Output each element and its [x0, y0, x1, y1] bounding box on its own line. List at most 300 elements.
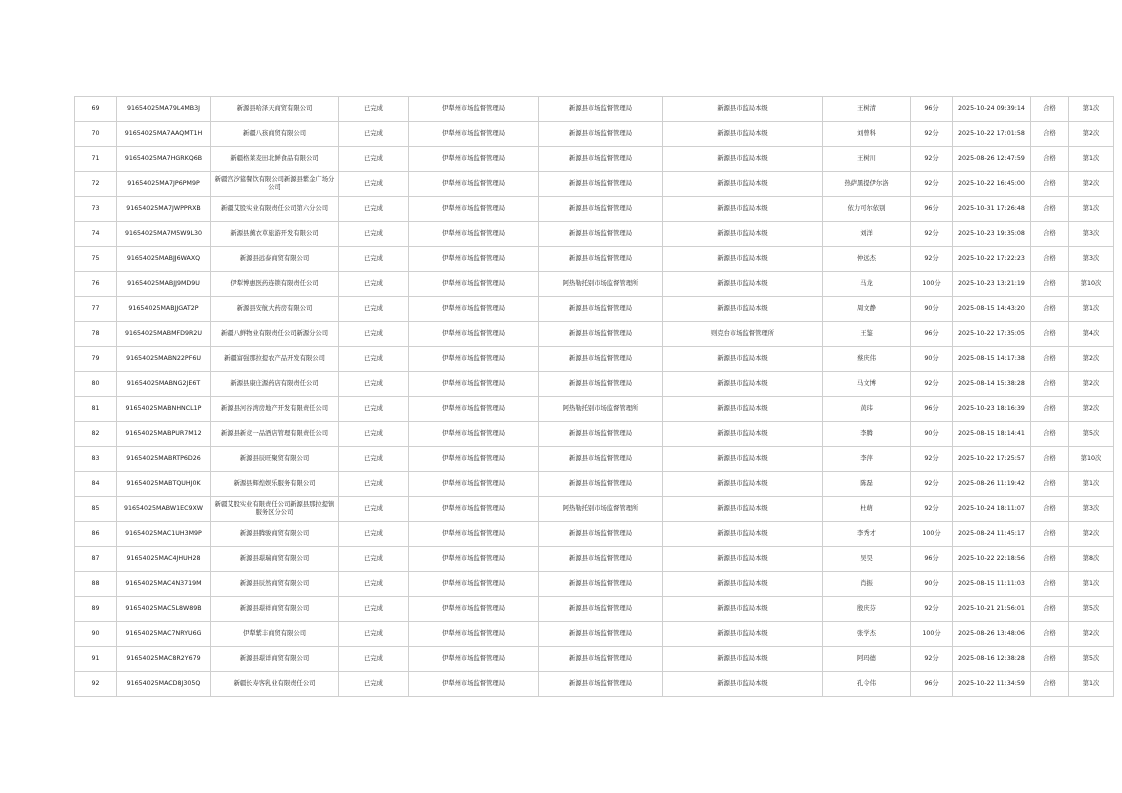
result-cell: 合格 — [1031, 97, 1069, 122]
credit-code-cell: 91654025MABJJ6WAXQ — [117, 247, 211, 272]
score-cell: 90分 — [911, 347, 953, 372]
score-cell: 92分 — [911, 372, 953, 397]
score-cell: 90分 — [911, 572, 953, 597]
inspector-cell: 王树川 — [823, 147, 911, 172]
datetime-cell: 2025-10-23 18:16:39 — [953, 397, 1031, 422]
county-authority-cell: 新源县市场监督管理局 — [539, 647, 663, 672]
score-cell: 96分 — [911, 397, 953, 422]
company-name-cell: 新疆格莱麦田北鲜食品有限公司 — [211, 147, 339, 172]
table-row — [75, 672, 1114, 697]
table-body — [75, 97, 1114, 697]
inspector-cell: 张学杰 — [823, 622, 911, 647]
result-cell: 合格 — [1031, 197, 1069, 222]
company-name-cell: 伊犁博惠医药连锁有限责任公司 — [211, 272, 339, 297]
credit-code-cell: 91654025MAC8R2Y679 — [117, 647, 211, 672]
unit-cell: 新源县市监局本级 — [663, 622, 823, 647]
province-authority-cell: 伊犁州市场监督管理局 — [409, 297, 539, 322]
result-cell: 合格 — [1031, 522, 1069, 547]
result-cell: 合格 — [1031, 247, 1069, 272]
county-authority-cell: 新源县市场监督管理局 — [539, 247, 663, 272]
row-number-cell: 80 — [75, 372, 117, 397]
table-row — [75, 197, 1114, 222]
status-cell: 已完成 — [339, 122, 409, 147]
row-number-cell: 89 — [75, 597, 117, 622]
datetime-cell: 2025-10-23 19:35:08 — [953, 222, 1031, 247]
unit-cell: 新源县市监局本级 — [663, 122, 823, 147]
province-authority-cell: 伊犁州市场监督管理局 — [409, 447, 539, 472]
attempt-cell: 第1次 — [1069, 672, 1114, 697]
attempt-cell: 第2次 — [1069, 397, 1114, 422]
unit-cell: 新源县市监局本级 — [663, 247, 823, 272]
score-cell: 90分 — [911, 422, 953, 447]
unit-cell: 新源县市监局本级 — [663, 372, 823, 397]
row-number-cell: 75 — [75, 247, 117, 272]
credit-code-cell: 91654025MAC4JHUH28 — [117, 547, 211, 572]
inspector-cell: 黄玮 — [823, 397, 911, 422]
province-authority-cell: 伊犁州市场监督管理局 — [409, 422, 539, 447]
inspector-cell: 仲远杰 — [823, 247, 911, 272]
attempt-cell: 第3次 — [1069, 497, 1114, 522]
unit-cell: 新源县市监局本级 — [663, 147, 823, 172]
credit-code-cell: 91654025MA7JWPPRXB — [117, 197, 211, 222]
province-authority-cell: 伊犁州市场监督管理局 — [409, 372, 539, 397]
row-number-cell: 85 — [75, 497, 117, 522]
inspector-cell: 马文博 — [823, 372, 911, 397]
row-number-cell: 82 — [75, 422, 117, 447]
datetime-cell: 2025-10-22 16:45:00 — [953, 172, 1031, 197]
unit-cell: 新源县市监局本级 — [663, 97, 823, 122]
company-name-cell: 新源县康庄源药店有限责任公司 — [211, 372, 339, 397]
result-cell: 合格 — [1031, 397, 1069, 422]
table-row — [75, 172, 1114, 197]
result-cell: 合格 — [1031, 222, 1069, 247]
unit-cell: 新源县市监局本级 — [663, 572, 823, 597]
row-number-cell: 71 — [75, 147, 117, 172]
datetime-cell: 2025-08-16 12:38:28 — [953, 647, 1031, 672]
result-cell: 合格 — [1031, 572, 1069, 597]
county-authority-cell: 新源县市场监督管理局 — [539, 322, 663, 347]
county-authority-cell: 新源县市场监督管理局 — [539, 622, 663, 647]
company-name-cell: 新源县腾骏商贸有限公司 — [211, 522, 339, 547]
county-authority-cell: 新源县市场监督管理局 — [539, 572, 663, 597]
company-name-cell: 新疆宫汐筵餐饮有限公司新源县紫金广场分公司 — [211, 172, 339, 197]
table-row — [75, 147, 1114, 172]
status-cell: 已完成 — [339, 597, 409, 622]
inspector-cell: 李萍 — [823, 447, 911, 472]
table-row — [75, 272, 1114, 297]
datetime-cell: 2025-10-21 21:56:01 — [953, 597, 1031, 622]
table-row — [75, 322, 1114, 347]
attempt-cell: 第1次 — [1069, 472, 1114, 497]
score-cell: 96分 — [911, 322, 953, 347]
result-cell: 合格 — [1031, 122, 1069, 147]
company-name-cell: 新源县河谷湾房地产开发有限责任公司 — [211, 397, 339, 422]
province-authority-cell: 伊犁州市场监督管理局 — [409, 472, 539, 497]
score-cell: 92分 — [911, 147, 953, 172]
status-cell: 已完成 — [339, 172, 409, 197]
datetime-cell: 2025-10-22 17:22:23 — [953, 247, 1031, 272]
company-name-cell: 新源县远泰商贸有限公司 — [211, 247, 339, 272]
county-authority-cell: 新源县市场监督管理局 — [539, 422, 663, 447]
score-cell: 92分 — [911, 172, 953, 197]
county-authority-cell: 阿热勒托别市场监督管理所 — [539, 397, 663, 422]
county-authority-cell: 新源县市场监督管理局 — [539, 222, 663, 247]
score-cell: 92分 — [911, 247, 953, 272]
company-name-cell: 新源县安航大药房有限公司 — [211, 297, 339, 322]
credit-code-cell: 91654025MABJJ9MD9U — [117, 272, 211, 297]
datetime-cell: 2025-10-24 09:39:14 — [953, 97, 1031, 122]
status-cell: 已完成 — [339, 572, 409, 597]
status-cell: 已完成 — [339, 347, 409, 372]
row-number-cell: 78 — [75, 322, 117, 347]
county-authority-cell: 新源县市场监督管理局 — [539, 197, 663, 222]
county-authority-cell: 新源县市场监督管理局 — [539, 672, 663, 697]
county-authority-cell: 新源县市场监督管理局 — [539, 447, 663, 472]
score-cell: 90分 — [911, 297, 953, 322]
score-cell: 92分 — [911, 597, 953, 622]
result-cell: 合格 — [1031, 297, 1069, 322]
county-authority-cell: 新源县市场监督管理局 — [539, 372, 663, 397]
status-cell: 已完成 — [339, 197, 409, 222]
inspector-cell: 殷庆芬 — [823, 597, 911, 622]
row-number-cell: 73 — [75, 197, 117, 222]
credit-code-cell: 91654025MAC1UH3M9P — [117, 522, 211, 547]
unit-cell: 新源县市监局本级 — [663, 647, 823, 672]
status-cell: 已完成 — [339, 522, 409, 547]
datetime-cell: 2025-08-15 11:11:03 — [953, 572, 1031, 597]
company-name-cell: 新疆艾股实业有限责任公司第六分公司 — [211, 197, 339, 222]
inspector-cell: 肖振 — [823, 572, 911, 597]
inspector-cell: 马龙 — [823, 272, 911, 297]
table-row — [75, 497, 1114, 522]
credit-code-cell: 91654025MAC7NRYU6G — [117, 622, 211, 647]
province-authority-cell: 伊犁州市场监督管理局 — [409, 522, 539, 547]
credit-code-cell: 91654025MACD8J305Q — [117, 672, 211, 697]
company-name-cell: 新疆八孩商贸有限公司 — [211, 122, 339, 147]
table-row — [75, 447, 1114, 472]
status-cell: 已完成 — [339, 447, 409, 472]
inspector-cell: 王鉴 — [823, 322, 911, 347]
status-cell: 已完成 — [339, 472, 409, 497]
table-row — [75, 247, 1114, 272]
county-authority-cell: 新源县市场监督管理局 — [539, 522, 663, 547]
county-authority-cell: 新源县市场监督管理局 — [539, 122, 663, 147]
score-cell: 96分 — [911, 97, 953, 122]
row-number-cell: 83 — [75, 447, 117, 472]
credit-code-cell: 91654025MAC5L8W89B — [117, 597, 211, 622]
inspector-cell: 热萨黑提伊尔洛 — [823, 172, 911, 197]
table-row — [75, 297, 1114, 322]
table-row — [75, 522, 1114, 547]
result-cell: 合格 — [1031, 347, 1069, 372]
attempt-cell: 第1次 — [1069, 572, 1114, 597]
row-number-cell: 92 — [75, 672, 117, 697]
unit-cell: 新源县市监局本级 — [663, 297, 823, 322]
unit-cell: 新源县市监局本级 — [663, 447, 823, 472]
attempt-cell: 第5次 — [1069, 422, 1114, 447]
result-cell: 合格 — [1031, 147, 1069, 172]
attempt-cell: 第2次 — [1069, 172, 1114, 197]
attempt-cell: 第10次 — [1069, 272, 1114, 297]
province-authority-cell: 伊犁州市场监督管理局 — [409, 272, 539, 297]
company-name-cell: 新疆富强那拉提农产品开发有限公司 — [211, 347, 339, 372]
status-cell: 已完成 — [339, 622, 409, 647]
province-authority-cell: 伊犁州市场监督管理局 — [409, 322, 539, 347]
result-cell: 合格 — [1031, 272, 1069, 297]
province-authority-cell: 伊犁州市场监督管理局 — [409, 497, 539, 522]
attempt-cell: 第1次 — [1069, 147, 1114, 172]
attempt-cell: 第1次 — [1069, 297, 1114, 322]
county-authority-cell: 新源县市场监督管理局 — [539, 347, 663, 372]
province-authority-cell: 伊犁州市场监督管理局 — [409, 122, 539, 147]
county-authority-cell: 新源县市场监督管理局 — [539, 172, 663, 197]
table-row — [75, 397, 1114, 422]
attempt-cell: 第2次 — [1069, 522, 1114, 547]
datetime-cell: 2025-08-24 11:45:17 — [953, 522, 1031, 547]
inspector-cell: 刘洋 — [823, 222, 911, 247]
unit-cell: 新源县市监局本级 — [663, 547, 823, 572]
unit-cell: 新源县市监局本级 — [663, 522, 823, 547]
row-number-cell: 70 — [75, 122, 117, 147]
credit-code-cell: 91654025MABRTP6D26 — [117, 447, 211, 472]
company-name-cell: 新源县哈泽天商贸有限公司 — [211, 97, 339, 122]
province-authority-cell: 伊犁州市场监督管理局 — [409, 347, 539, 372]
unit-cell: 新源县市监局本级 — [663, 172, 823, 197]
province-authority-cell: 伊犁州市场监督管理局 — [409, 197, 539, 222]
company-name-cell: 新源县辰然商贸有限公司 — [211, 572, 339, 597]
score-cell: 92分 — [911, 222, 953, 247]
inspector-cell: 刘曾科 — [823, 122, 911, 147]
status-cell: 已完成 — [339, 647, 409, 672]
unit-cell: 新源县市监局本级 — [663, 422, 823, 447]
row-number-cell: 77 — [75, 297, 117, 322]
score-cell: 100分 — [911, 522, 953, 547]
attempt-cell: 第2次 — [1069, 122, 1114, 147]
credit-code-cell: 91654025MA7M5W9L30 — [117, 222, 211, 247]
credit-code-cell: 91654025MABMFD9R2U — [117, 322, 211, 347]
status-cell: 已完成 — [339, 422, 409, 447]
datetime-cell: 2025-10-24 18:11:07 — [953, 497, 1031, 522]
datetime-cell: 2025-10-23 13:21:19 — [953, 272, 1031, 297]
records-table — [74, 96, 1114, 697]
attempt-cell: 第10次 — [1069, 447, 1114, 472]
datetime-cell: 2025-10-22 17:35:05 — [953, 322, 1031, 347]
row-number-cell: 74 — [75, 222, 117, 247]
unit-cell: 新源县市监局本级 — [663, 497, 823, 522]
attempt-cell: 第4次 — [1069, 322, 1114, 347]
datetime-cell: 2025-10-31 17:26:48 — [953, 197, 1031, 222]
row-number-cell: 81 — [75, 397, 117, 422]
datetime-cell: 2025-10-22 17:01:58 — [953, 122, 1031, 147]
status-cell: 已完成 — [339, 397, 409, 422]
datetime-cell: 2025-08-26 13:48:06 — [953, 622, 1031, 647]
result-cell: 合格 — [1031, 422, 1069, 447]
row-number-cell: 91 — [75, 647, 117, 672]
credit-code-cell: 91654025MABJJGAT2P — [117, 297, 211, 322]
company-name-cell: 新源县新竞一品酒店管理有限责任公司 — [211, 422, 339, 447]
province-authority-cell: 伊犁州市场监督管理局 — [409, 597, 539, 622]
province-authority-cell: 伊犁州市场监督管理局 — [409, 572, 539, 597]
score-cell: 96分 — [911, 197, 953, 222]
status-cell: 已完成 — [339, 322, 409, 347]
row-number-cell: 86 — [75, 522, 117, 547]
unit-cell: 新源县市监局本级 — [663, 222, 823, 247]
row-number-cell: 90 — [75, 622, 117, 647]
inspector-cell: 周文静 — [823, 297, 911, 322]
province-authority-cell: 伊犁州市场监督管理局 — [409, 222, 539, 247]
county-authority-cell: 阿热勒托别市场监督管理所 — [539, 497, 663, 522]
table-row — [75, 472, 1114, 497]
score-cell: 96分 — [911, 547, 953, 572]
result-cell: 合格 — [1031, 472, 1069, 497]
attempt-cell: 第2次 — [1069, 372, 1114, 397]
unit-cell: 新源县市监局本级 — [663, 597, 823, 622]
county-authority-cell: 新源县市场监督管理局 — [539, 472, 663, 497]
row-number-cell: 72 — [75, 172, 117, 197]
county-authority-cell: 新源县市场监督管理局 — [539, 97, 663, 122]
company-name-cell: 新源县辰旺聚贸有限公司 — [211, 447, 339, 472]
inspector-cell: 蔡庆伟 — [823, 347, 911, 372]
company-name-cell: 新源县璟祥商贸有限公司 — [211, 597, 339, 622]
credit-code-cell: 91654025MA7AAQMT1H — [117, 122, 211, 147]
row-number-cell: 87 — [75, 547, 117, 572]
county-authority-cell: 阿热勒托别市场监督管理所 — [539, 272, 663, 297]
unit-cell: 新源县市监局本级 — [663, 272, 823, 297]
score-cell: 92分 — [911, 447, 953, 472]
inspector-cell: 吴昊 — [823, 547, 911, 572]
company-name-cell: 新源县璟瑞商贸有限公司 — [211, 547, 339, 572]
table-row — [75, 547, 1114, 572]
score-cell: 92分 — [911, 497, 953, 522]
credit-code-cell: 91654025MA79L4MB3J — [117, 97, 211, 122]
county-authority-cell: 新源县市场监督管理局 — [539, 597, 663, 622]
datetime-cell: 2025-08-15 14:43:20 — [953, 297, 1031, 322]
province-authority-cell: 伊犁州市场监督管理局 — [409, 647, 539, 672]
datetime-cell: 2025-08-26 12:47:59 — [953, 147, 1031, 172]
inspector-cell: 阿玛德 — [823, 647, 911, 672]
row-number-cell: 69 — [75, 97, 117, 122]
result-cell: 合格 — [1031, 322, 1069, 347]
province-authority-cell: 伊犁州市场监督管理局 — [409, 97, 539, 122]
result-cell: 合格 — [1031, 647, 1069, 672]
attempt-cell: 第1次 — [1069, 197, 1114, 222]
attempt-cell: 第1次 — [1069, 97, 1114, 122]
company-name-cell: 新疆艾股实业有限责任公司新源县那拉提镇服务区分公司 — [211, 497, 339, 522]
unit-cell: 新源县市监局本级 — [663, 397, 823, 422]
province-authority-cell: 伊犁州市场监督管理局 — [409, 147, 539, 172]
status-cell: 已完成 — [339, 222, 409, 247]
result-cell: 合格 — [1031, 447, 1069, 472]
result-cell: 合格 — [1031, 622, 1069, 647]
unit-cell: 新源县市监局本级 — [663, 347, 823, 372]
table-row — [75, 647, 1114, 672]
score-cell: 100分 — [911, 622, 953, 647]
score-cell: 92分 — [911, 122, 953, 147]
province-authority-cell: 伊犁州市场监督管理局 — [409, 547, 539, 572]
company-name-cell: 伊犁紫丰商贸有限公司 — [211, 622, 339, 647]
table-row — [75, 347, 1114, 372]
company-name-cell: 新疆八鲜物业有限责任公司新源分公司 — [211, 322, 339, 347]
datetime-cell: 2025-08-15 18:14:41 — [953, 422, 1031, 447]
credit-code-cell: 91654025MA7HGRKQ6B — [117, 147, 211, 172]
company-name-cell: 新源县辉煌娱乐服务有限公司 — [211, 472, 339, 497]
attempt-cell: 第2次 — [1069, 347, 1114, 372]
unit-cell: 新源县市监局本级 — [663, 197, 823, 222]
status-cell: 已完成 — [339, 97, 409, 122]
attempt-cell: 第8次 — [1069, 547, 1114, 572]
table-row — [75, 222, 1114, 247]
credit-code-cell: 91654025MA7JP6PM9P — [117, 172, 211, 197]
attempt-cell: 第5次 — [1069, 597, 1114, 622]
datetime-cell: 2025-10-22 11:34:59 — [953, 672, 1031, 697]
table-row — [75, 97, 1114, 122]
credit-code-cell: 91654025MABPUR7M12 — [117, 422, 211, 447]
province-authority-cell: 伊犁州市场监督管理局 — [409, 622, 539, 647]
status-cell: 已完成 — [339, 147, 409, 172]
status-cell: 已完成 — [339, 297, 409, 322]
score-cell: 100分 — [911, 272, 953, 297]
result-cell: 合格 — [1031, 672, 1069, 697]
province-authority-cell: 伊犁州市场监督管理局 — [409, 247, 539, 272]
attempt-cell: 第3次 — [1069, 247, 1114, 272]
row-number-cell: 84 — [75, 472, 117, 497]
datetime-cell: 2025-10-22 22:18:56 — [953, 547, 1031, 572]
unit-cell: 新源县市监局本级 — [663, 472, 823, 497]
score-cell: 92分 — [911, 472, 953, 497]
inspector-cell: 李腾 — [823, 422, 911, 447]
credit-code-cell: 91654025MABNG2JE6T — [117, 372, 211, 397]
county-authority-cell: 新源县市场监督管理局 — [539, 297, 663, 322]
credit-code-cell: 91654025MABTQUHJ0K — [117, 472, 211, 497]
datetime-cell: 2025-08-14 15:38:28 — [953, 372, 1031, 397]
credit-code-cell: 91654025MABNHNCL1P — [117, 397, 211, 422]
status-cell: 已完成 — [339, 272, 409, 297]
row-number-cell: 79 — [75, 347, 117, 372]
result-cell: 合格 — [1031, 372, 1069, 397]
table-row — [75, 122, 1114, 147]
province-authority-cell: 伊犁州市场监督管理局 — [409, 672, 539, 697]
credit-code-cell: 91654025MABN22PF6U — [117, 347, 211, 372]
row-number-cell: 88 — [75, 572, 117, 597]
province-authority-cell: 伊犁州市场监督管理局 — [409, 397, 539, 422]
table-row — [75, 572, 1114, 597]
unit-cell: 新源县市监局本级 — [663, 672, 823, 697]
attempt-cell: 第5次 — [1069, 647, 1114, 672]
datetime-cell: 2025-10-22 17:25:57 — [953, 447, 1031, 472]
result-cell: 合格 — [1031, 172, 1069, 197]
inspector-cell: 依力可尔依别 — [823, 197, 911, 222]
status-cell: 已完成 — [339, 247, 409, 272]
county-authority-cell: 新源县市场监督管理局 — [539, 147, 663, 172]
result-cell: 合格 — [1031, 497, 1069, 522]
company-name-cell: 新疆长寿客乳业有限责任公司 — [211, 672, 339, 697]
datetime-cell: 2025-08-15 14:17:38 — [953, 347, 1031, 372]
row-number-cell: 76 — [75, 272, 117, 297]
inspector-cell: 杜萌 — [823, 497, 911, 522]
score-cell: 92分 — [911, 647, 953, 672]
inspector-cell: 陈磊 — [823, 472, 911, 497]
inspector-cell: 王树清 — [823, 97, 911, 122]
status-cell: 已完成 — [339, 372, 409, 397]
score-cell: 96分 — [911, 672, 953, 697]
county-authority-cell: 新源县市场监督管理局 — [539, 547, 663, 572]
unit-cell: 则克台市场监督管理所 — [663, 322, 823, 347]
result-cell: 合格 — [1031, 547, 1069, 572]
status-cell: 已完成 — [339, 672, 409, 697]
table-row — [75, 372, 1114, 397]
inspector-cell: 李秀才 — [823, 522, 911, 547]
table-row — [75, 597, 1114, 622]
